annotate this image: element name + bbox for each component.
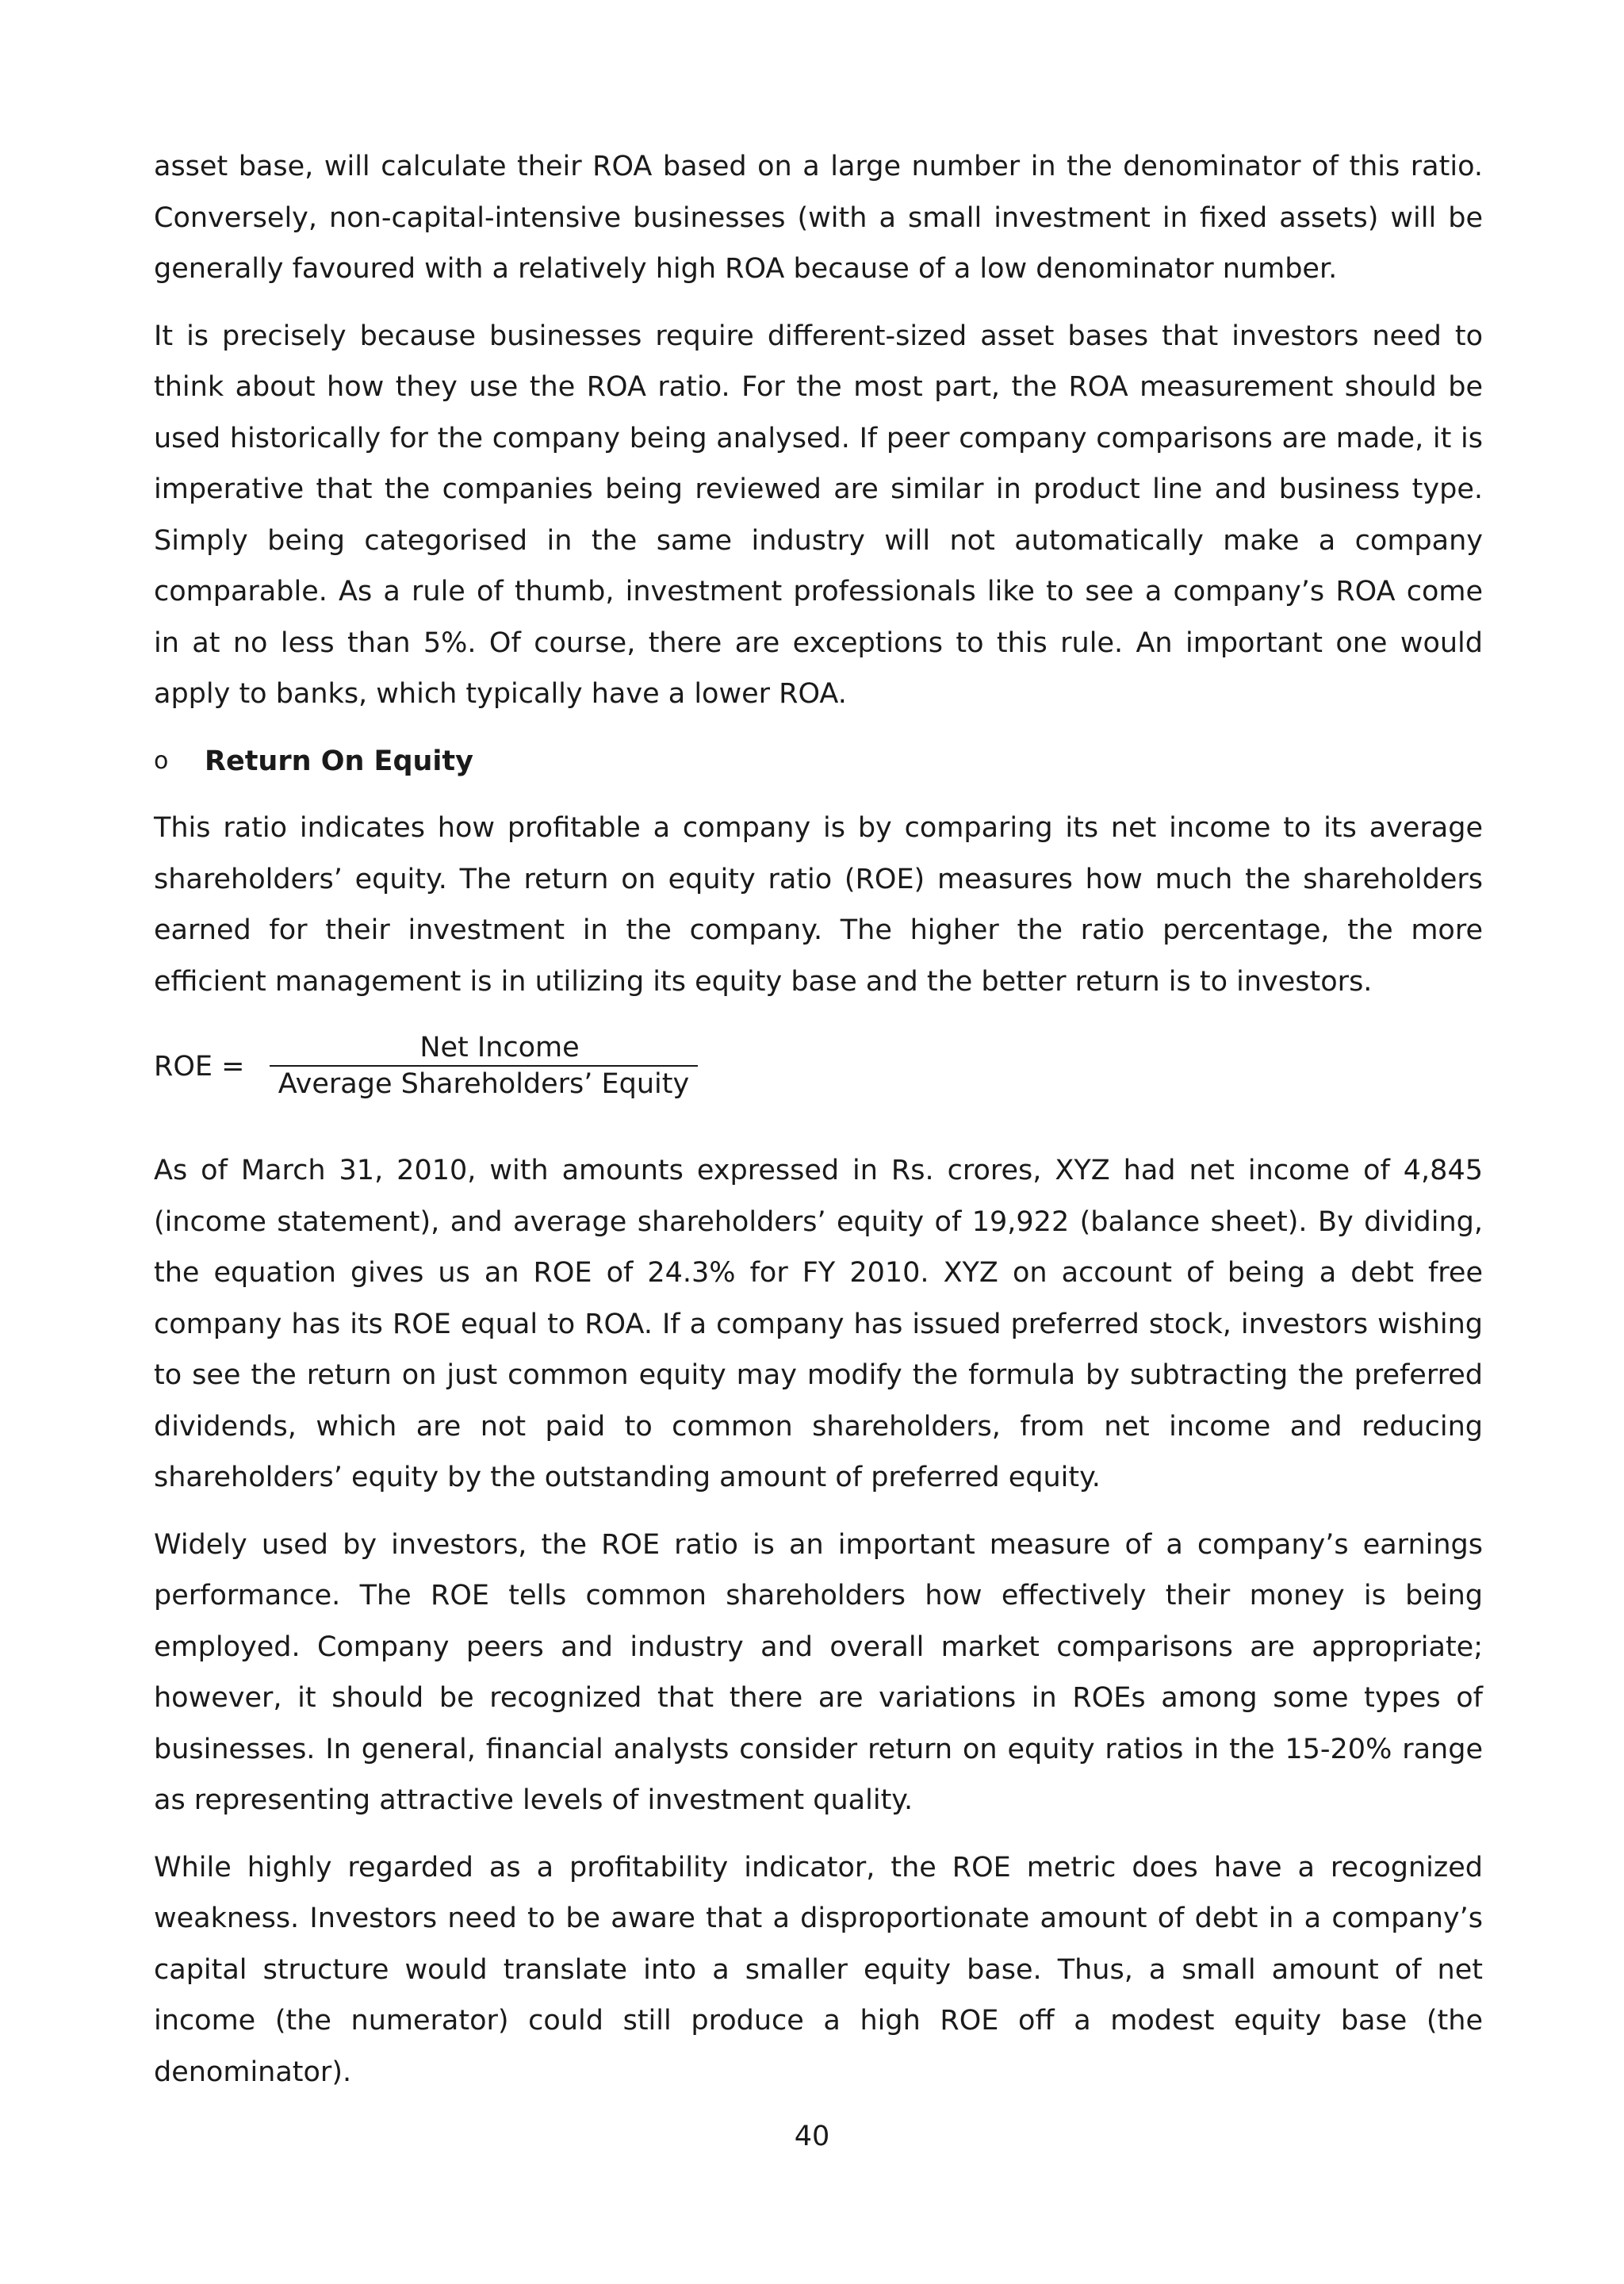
- paragraph-roe-weakness: While highly regarded as a profitability indicator, the ROE metric does have a recognized weakness. Investors need to be aware that a disproportionate amount of debt in a company’s capital structure would translate into a smaller equity base. Thus, a small amount of net income (the numerator) could still produce a high ROE off a modest equity base (the denominator).: [154, 1851, 1483, 2088]
- paragraph-roa-asset-base: asset base, will calculate their ROA based on a large number in the denominator of this ratio. Conversely, non-capital-intensive businesses (with a small investment in fixed assets) will be generally favoured with a relatively high ROA because of a low denominator number.: [154, 151, 1483, 285]
- bullet-marker: o: [154, 746, 169, 775]
- formula-numerator: Net Income: [270, 1032, 698, 1067]
- section-title: Return On Equity: [205, 745, 473, 777]
- page-content: [154, 141, 1483, 2113]
- paragraph-roe-example: As of March 31, 2010, with amounts expressed in Rs. crores, XYZ had net income of 4,845 (income statement), and average shareholders’ equity of 19,922 (balance sheet). By dividing, the equation gives us an ROE of 24.3% for FY 2010. XYZ on account of being a debt free company has its ROE equal to ROA. If a company has issued preferred stock, investors wishing to see the return on just common equity may modify the formula by subtracting the preferred dividends, which are not paid to common shareholders, from net income and reducing shareholders’ equity by the outstanding amount of preferred equity.: [154, 1155, 1483, 1493]
- formula-denominator: Average Shareholders’ Equity: [278, 1068, 690, 1100]
- page-number: 40: [794, 2121, 830, 2152]
- roe-formula: [154, 1023, 1483, 1110]
- formula-lhs: ROE =: [154, 1051, 245, 1083]
- paragraph-roe-usage: Widely used by investors, the ROE ratio is an important measure of a company’s earnings performance. The ROE tells common shareholders how effectively their money is being employed. Company peers and industry and overall market comparisons are appropriate; however, it should be recognized that there are variations in ROEs among some types of businesses. In general, financial analysts consider return on equity ratios in the 15-20% range as representing attractive levels of investment quality.: [154, 1528, 1483, 1816]
- paragraph-roe-intro: This ratio indicates how profitable a company is by comparing its net income to its average shareholders’ equity. The return on equity ratio (ROE) measures how much the shareholders earned for their investment in the company. The higher the ratio percentage, the more efficient management is in utilizing its equity base and the better return is to investors.: [154, 812, 1483, 998]
- formula-fraction: [270, 1032, 698, 1102]
- section-heading: [154, 736, 1483, 788]
- paragraph-roa-usage: It is precisely because businesses require different-sized asset bases that investors need to think about how they use the ROA ratio. For the most part, the ROA measurement should be used historically for the company being analysed. If peer company comparisons are made, it is imperative that the companies being reviewed are similar in product line and business type. Simply being categorised in the same industry will not automatically make a company comparable. As a rule of thumb, investment professionals like to see a company’s ROA come in at no less than 5%. Of course, there are exceptions to this rule. An important one would apply to banks, which typically have a lower ROA.: [154, 320, 1483, 710]
